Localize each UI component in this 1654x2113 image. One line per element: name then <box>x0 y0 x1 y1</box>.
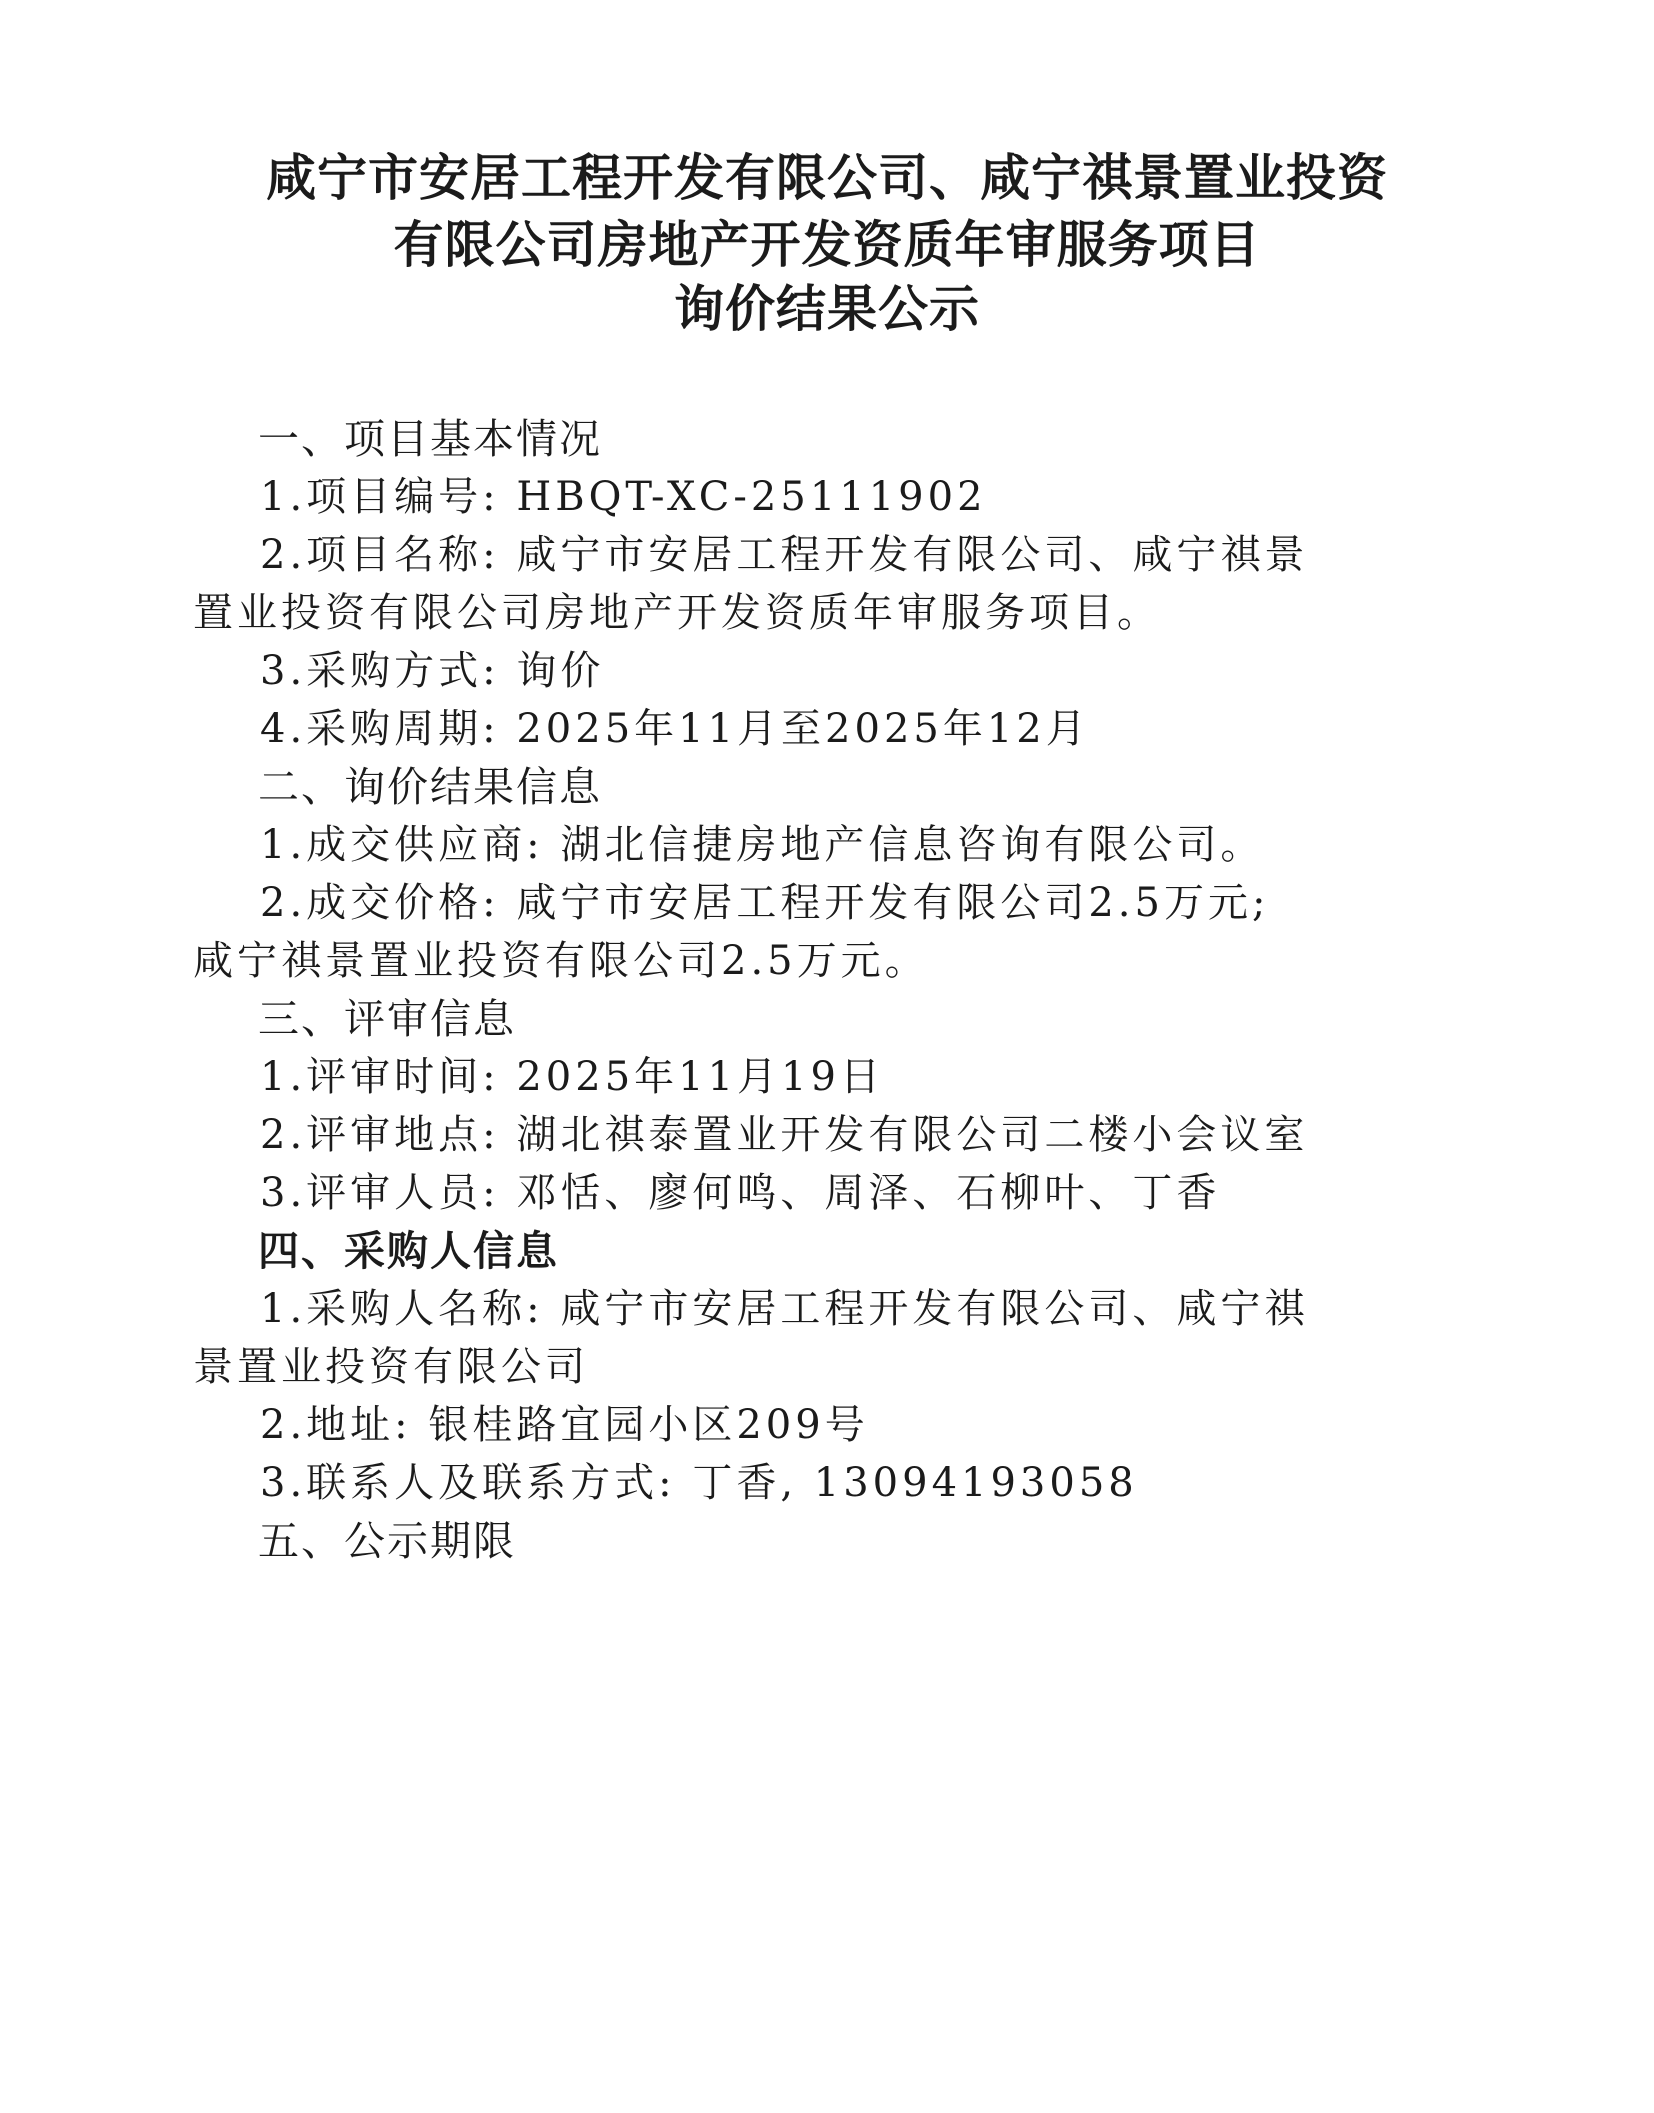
purchaser-address: 2.地址: 银桂路宜园小区209号 <box>260 1402 869 1448</box>
procurement-period: 4.采购周期: 2025年11月至2025年12月 <box>260 706 1090 752</box>
section-5-heading: 五、公示期限 <box>258 1517 516 1565</box>
purchaser-name-continued: 景置业投资有限公司 <box>193 1344 589 1390</box>
project-name: 2.项目名称: 咸宁市安居工程开发有限公司、咸宁祺景 <box>260 532 1309 578</box>
section-2-heading: 二、询价结果信息 <box>258 763 602 811</box>
review-location: 2.评审地点: 湖北祺泰置业开发有限公司二楼小会议室 <box>260 1112 1309 1158</box>
document-title-line-1: 咸宁市安居工程开发有限公司、咸宁祺景置业投资 <box>266 149 1388 207</box>
transaction-price-continued: 咸宁祺景置业投资有限公司2.5万元。 <box>193 938 929 984</box>
project-name-continued: 置业投资有限公司房地产开发资质年审服务项目。 <box>193 590 1161 636</box>
winning-supplier: 1.成交供应商: 湖北信捷房地产信息咨询有限公司。 <box>260 822 1265 868</box>
section-1-heading: 一、项目基本情况 <box>258 415 602 463</box>
document-title-line-3: 询价结果公示 <box>674 280 980 338</box>
procurement-method: 3.采购方式: 询价 <box>260 648 605 694</box>
transaction-price: 2.成交价格: 咸宁市安居工程开发有限公司2.5万元; <box>260 880 1270 926</box>
review-time: 1.评审时间: 2025年11月19日 <box>260 1054 884 1100</box>
document-title-line-2: 有限公司房地产开发资质年审服务项目 <box>393 216 1261 274</box>
section-4-heading: 四、采购人信息 <box>258 1227 559 1275</box>
section-3-heading: 三、评审信息 <box>258 995 516 1043</box>
project-number: 1.项目编号: HBQT-XC-25111902 <box>260 474 987 520</box>
review-personnel: 3.评审人员: 邓恬、廖何鸣、周泽、石柳叶、丁香 <box>260 1170 1221 1216</box>
purchaser-name: 1.采购人名称: 咸宁市安居工程开发有限公司、咸宁祺 <box>260 1286 1309 1332</box>
purchaser-contact: 3.联系人及联系方式: 丁香, 13094193058 <box>260 1460 1138 1506</box>
